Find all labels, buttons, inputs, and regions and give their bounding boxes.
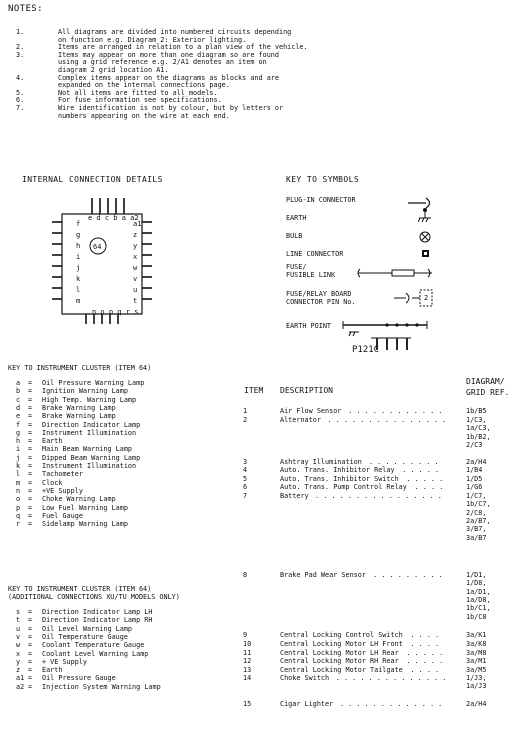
left-pin-letter: f [76,220,81,228]
table-row-desc: Auto. Trans. Pump Control Relay [280,483,407,491]
equals-sign: = [28,682,33,691]
left-pin-letter: l [76,286,81,294]
cluster-pin-function: Clock [42,478,63,487]
equals-sign: = [28,395,33,404]
equals-sign: = [28,503,33,512]
table-row-gridref: 3a/M1 [466,657,487,665]
leader-dots: . . . . . [406,649,444,657]
cluster2-pin-function: Earth [42,666,63,675]
cluster-pin-letter: e [16,412,21,421]
cluster-pin-letter: b [16,387,21,396]
leader-dots: . . . . [410,666,440,674]
cluster-pin-letter: j [16,453,21,462]
cluster-pin-letter: q [16,511,21,520]
leader-dots: . . . . [410,631,440,639]
equals-sign: = [28,624,33,633]
left-pin-letter: k [76,275,81,283]
right-pin-letter: z [133,231,138,239]
equals-sign: = [28,486,33,495]
symbol-label: EARTH [286,214,307,222]
leader-dots: . . . . [414,483,444,491]
symbols-title: KEY TO SYMBOLS [286,175,360,184]
leader-dots: . . . . . . . . . [369,458,439,466]
table-row-gridref: 1/D1, [466,571,487,579]
equals-sign: = [28,437,33,446]
table-row-gridref: 1/C3, [466,416,487,424]
note-line: using a grid reference e.g. 2/A1 denotes an item on [58,58,267,67]
equals-sign: = [28,453,33,462]
table-row-item: 7 [243,492,248,500]
cluster2-pin-function: Oil Temperature Gauge [42,632,128,641]
note-line: Items are arranged in relation to a plan view of the vehicle. [58,43,308,52]
equals-sign: = [28,420,33,429]
equals-sign: = [28,412,33,421]
table-row-gridref: 3/B7, [466,525,487,534]
cluster2-pin-letter: w [16,641,21,650]
cluster-pin-function: Instrument Illumination [42,462,137,470]
table-row-gridref: 2a/B7, [466,516,491,525]
equals-sign: = [28,674,33,683]
equals-sign: = [28,445,33,454]
cluster2-pin-letter: x [16,649,21,658]
table-row-desc: Central Locking Motor LH Rear [280,649,399,657]
table-row-gridref: 1b/B5 [466,407,487,415]
equals-sign: = [28,657,33,666]
equals-sign: = [28,641,33,650]
note-line: For fuse information see specifications. [58,96,222,105]
table-row-desc: Central Locking Control Switch [280,631,403,639]
symbol-label: BULB [286,232,303,240]
cluster2-pin-letter: z [16,666,21,675]
leader-dots: . . . . . . . . . . . . . . . [327,416,447,424]
note-line: on function e.g. Diagram 2: Exterior lighting. [58,35,247,44]
leader-dots: . . . . . . . . . . . . [348,407,443,415]
cluster2-pin-function: + VE Supply [42,657,88,666]
table-row-item: 15 [243,700,252,708]
equals-sign: = [28,616,33,625]
table-row-gridref: 2/C3 [466,440,483,449]
table-row-desc: Brake Pad Wear Sensor [280,571,366,579]
cluster-pin-letter: r [16,520,21,529]
pin-number: 2 [424,294,429,302]
cluster2-pin-function: Injection System Warning Lamp [42,682,161,691]
table-row-item: 8 [243,571,248,579]
leader-dots: . . . . . . . . . . . . . [339,700,443,708]
cluster2-pin-letter: s [16,608,21,616]
col-desc-header: DESCRIPTION [280,386,333,395]
table-row-gridref: 1/B4 [466,466,483,474]
cluster2-pin-letter: v [16,632,21,641]
note-line: numbers appearing on the wire at each end. [58,111,230,120]
equals-sign: = [28,387,33,396]
table-row-desc: Auto. Trans. Inhibitor Relay [280,466,395,474]
left-pin-letter: i [76,253,81,261]
symbol-label: PLUG-IN CONNECTOR [286,196,356,204]
equals-sign: = [28,403,33,412]
cluster-pin-function: Tachometer [42,470,83,479]
equals-sign: = [28,478,33,487]
symbol-label: FUSE/RELAY BOARD CONNECTOR PIN No. [286,290,356,306]
cluster-pin-letter: l [16,470,21,479]
table-row-item: 6 [243,483,248,491]
cluster-pin-function: Earth [42,437,63,446]
table-row-gridref: 3a/B7 [466,533,487,542]
right-pin-letter: w [133,264,138,272]
table-row-item: 5 [243,475,248,483]
note-number: 2. [16,43,25,52]
cluster2-pin-letter: u [16,624,21,633]
cluster-pin-function: Choke Warning Lamp [42,495,116,504]
table-row-gridref: 1a/D8, [466,595,491,604]
internal-title: INTERNAL CONNECTION DETAILS [22,175,163,184]
table-row-desc: Air Flow Sensor [280,407,342,415]
right-pin-letter: t [133,297,138,305]
cluster-pin-letter: i [16,445,21,454]
equals-sign: = [28,379,33,387]
right-pin-letter: y [133,242,138,250]
note-number: 3. [16,50,25,59]
table-row-desc: Ashtray Illumination [280,458,362,466]
cluster2-pin-function: Direction Indicator Lamp RH [42,616,153,625]
table-row-item: 12 [243,657,252,665]
table-row-gridref: 1/D8, [466,579,487,588]
cluster-pin-letter: d [16,403,21,412]
table-row-item: 9 [243,631,248,639]
equals-sign: = [28,649,33,658]
cluster2-pin-function: Direction Indicator Lamp LH [42,608,153,616]
table-row-gridref: 2a/H4 [466,458,487,466]
cluster-pin-letter: g [16,428,21,437]
cluster-pin-letter: p [16,503,21,512]
table-row-gridref: 1a/J3 [466,682,487,691]
leader-dots: . . . . . . . . . . . . . . . . [315,492,442,500]
relay-board-pin-icon [394,288,438,308]
cluster-pin-letter: k [16,462,21,470]
col-item-header: ITEM [244,386,264,395]
note-number: 6. [16,96,25,105]
col-grid-header: DIAGRAM/ GRID REF. [466,377,510,397]
right-pin-letter: x [133,253,138,261]
cluster-pin-letter: m [16,478,21,487]
cluster2-pin-letter: a2 [16,682,25,691]
note-line: All diagrams are divided into numbered circuits depending [58,28,292,36]
left-pin-letter: h [76,242,81,250]
equals-sign: = [28,666,33,675]
symbol-label: FUSE/ FUSIBLE LINK [286,263,336,279]
equals-sign: = [28,632,33,641]
cluster2-key-subtitle: (ADDITIONAL CONNECTIONS XU/TU MODELS ONLY) [8,593,180,601]
table-row-item: 11 [243,649,252,657]
table-row-desc: Central Locking Motor LH Front [280,640,403,648]
leader-dots: . . . . . [406,657,444,665]
table-row-item: 3 [243,458,248,466]
leader-dots: . . . . . . . . . . . . . . [335,674,447,682]
left-pin-letter: g [76,231,81,239]
table-row-item: 2 [243,416,248,424]
cluster-pin-function: High Temp. Warning Lamp [42,395,137,404]
table-row-gridref: 1/J3, [466,674,487,682]
cluster-pin-function: Fuel Gauge [42,511,83,520]
table-row-desc: Central Locking Motor Tailgate [280,666,403,674]
table-row-gridref: 2a/H4 [466,700,487,708]
bottom-pin-letters: n o p q r s [92,308,139,316]
earth-icon [418,207,436,223]
table-row-gridref: 2/C8, [466,508,487,517]
cluster-pin-function: Low Fuel Warning Lamp [42,503,128,512]
equals-sign: = [28,511,33,520]
bulb-icon [418,230,432,244]
cluster-pin-function: Main Beam Warning Lamp [42,445,133,454]
left-pin-letter: m [76,297,81,305]
cluster-pin-function: Oil Pressure Warning Lamp [42,379,145,387]
cluster2-pin-letter: y [16,657,21,666]
equals-sign: = [28,428,33,437]
cluster2-key-title: KEY TO INSTRUMENT CLUSTER (ITEM 64) [8,585,152,593]
cluster2-pin-function: Coolant Level Warning Lamp [42,649,149,658]
cluster-pin-letter: c [16,395,21,404]
cluster2-pin-letter: a1 [16,674,25,683]
symbol-label: LINE CONNECTOR [286,250,344,258]
table-row-gridref: 1/G6 [466,483,483,491]
table-row-desc: Central Locking Motor RH Rear [280,657,399,665]
leader-dots: . . . . . [402,466,440,474]
table-row-gridref: 1b/C8 [466,612,487,621]
leader-dots: . . . . [410,640,440,648]
table-row-gridref: 1b/C7, [466,500,491,509]
note-line: expanded on the internal connections page. [58,81,230,90]
leader-dots: . . . . . [406,475,444,483]
equals-sign: = [28,495,33,504]
table-row-gridref: 1a/C3, [466,424,491,433]
cluster2-pin-letter: t [16,616,21,625]
cluster2-pin-function: Oil Level Warning Lamp [42,624,133,633]
table-row-item: 14 [243,674,252,682]
table-row-desc: Cigar Lighter [280,700,334,708]
cluster-pin-function: Direction Indicator Lamp [42,420,141,429]
fuse-icon [356,266,436,280]
cluster-pin-function: Sidelamp Warning Lamp [42,520,128,529]
table-row-gridref: 1b/B2, [466,432,491,441]
cluster-pin-function: Dipped Beam Warning Lamp [42,453,141,462]
cluster2-pin-function: Oil Pressure Gauge [42,674,116,683]
note-number: 5. [16,88,25,97]
note-line: Wire identification is not by colour, but by letters or [58,104,284,112]
cluster-pin-function: Brake Warning Lamp [42,412,116,421]
table-row-desc: Auto. Trans. Inhibitor Switch [280,475,399,483]
leader-dots: . . . . . . . . . [373,571,443,579]
table-row-gridref: 1/D5 [466,475,483,483]
cluster-pin-function: +VE Supply [42,486,83,495]
right-pin-letter: v [133,275,138,283]
table-row-item: 1 [243,407,248,415]
table-row-desc: Battery [280,492,309,500]
table-row-item: 4 [243,466,248,474]
table-row-gridref: 3a/M8 [466,649,487,657]
cluster2-pin-function: Coolant Temperature Gauge [42,641,145,650]
cluster-item-number: 64 [93,243,102,251]
top-pin-letters: e d c b a a2 [88,214,139,222]
equals-sign: = [28,520,33,529]
cluster-pin-letter: h [16,437,21,446]
right-pin-letter: u [133,286,138,294]
right-pin-letter: a1 [133,220,142,228]
cluster-pin-letter: o [16,495,21,504]
cluster-pin-function: Instrument Illumination [42,428,137,437]
table-row-gridref: 3a/K8 [466,640,487,648]
note-line: diagram 2 grid location A1. [58,66,169,74]
table-row-item: 10 [243,640,252,648]
notes-title: NOTES: [8,4,43,14]
symbol-label: EARTH POINT [286,322,332,330]
equals-sign: = [28,608,33,616]
cluster-pin-letter: n [16,486,21,495]
note-number: 4. [16,73,25,82]
cluster-pin-letter: a [16,379,21,387]
equals-sign: = [28,470,33,479]
earth-point-label: P121C [352,345,380,355]
equals-sign: = [28,462,33,470]
table-row-gridref: 1a/D1, [466,587,491,596]
table-row-gridref: 3a/M5 [466,666,487,674]
note-line: Items may appear on more than one diagram so are found [58,50,279,59]
table-row-item: 13 [243,666,252,674]
cluster-pin-function: Brake Warning Lamp [42,403,116,412]
cluster-key-title: KEY TO INSTRUMENT CLUSTER (ITEM 64) [8,364,152,372]
table-row-desc: Alternator [280,416,321,424]
cluster-pin-function: Ignition Warning Lamp [42,387,128,396]
note-number: 1. [16,28,25,36]
line-connector-icon [421,249,431,259]
note-number: 7. [16,104,25,112]
table-row-gridref: 1b/C1, [466,604,491,613]
table-row-gridref: 1/C7, [466,492,487,500]
cluster-pin-letter: f [16,420,21,429]
note-line: Not all items are fitted to all models. [58,88,218,97]
table-row-desc: Choke Switch [280,674,330,682]
note-line: Complex items appear on the diagrams as blocks and are [58,73,279,82]
earth-point-icon [335,316,435,356]
left-pin-letter: j [76,264,81,272]
table-row-gridref: 3a/K1 [466,631,487,639]
